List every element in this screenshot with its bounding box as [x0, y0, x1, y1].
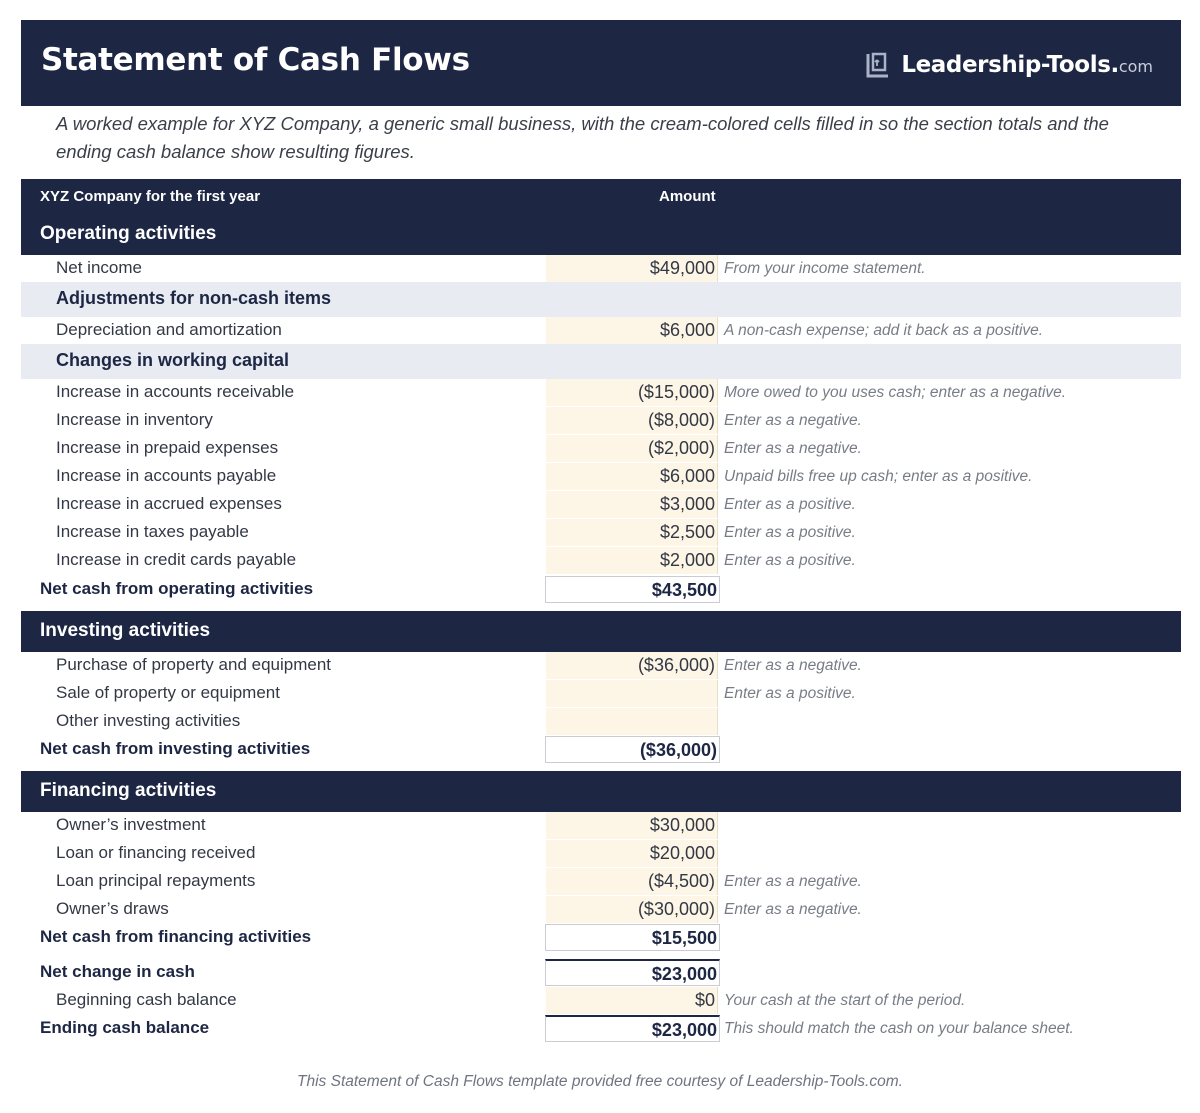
row-note: Your cash at the start of the period. — [724, 992, 966, 1009]
table-row — [21, 519, 1181, 547]
ending-balance-value: $23,000 — [545, 1015, 720, 1042]
table-row — [21, 407, 1181, 435]
financing-header-band — [21, 771, 1181, 812]
table-row — [21, 317, 1181, 345]
company-column-header: XYZ Company for the first year — [40, 188, 261, 205]
table-row — [21, 708, 1181, 736]
row-label: Increase in prepaid expenses — [56, 438, 279, 457]
working-capital-subheader — [21, 344, 1181, 379]
amount-input[interactable]: ($8,000) — [546, 407, 718, 434]
table-row — [21, 652, 1181, 680]
brand-name: Leadership-Tools.com — [901, 52, 1153, 78]
total-label: Net cash from investing activities — [40, 739, 311, 758]
row-label: Increase in credit cards payable — [56, 550, 297, 569]
investing-header-band — [21, 611, 1181, 652]
total-row — [21, 735, 1181, 765]
amount-input[interactable] — [546, 708, 718, 735]
total-row — [21, 575, 1181, 605]
amount-input[interactable]: ($2,000) — [546, 435, 718, 462]
amount-input[interactable] — [546, 680, 718, 707]
amount-column-header: Amount — [659, 188, 716, 205]
row-note: Enter as a negative. — [724, 873, 862, 890]
row-label: Purchase of property and equipment — [56, 655, 332, 674]
net-change-row — [21, 958, 1181, 988]
amount-input[interactable]: ($15,000) — [546, 379, 718, 406]
amount-input[interactable]: ($4,500) — [546, 868, 718, 895]
row-label: Sale of property or equipment — [56, 683, 280, 702]
amount-input[interactable]: $3,000 — [546, 491, 718, 518]
row-label: Owner’s investment — [56, 815, 206, 834]
row-note: Enter as a positive. — [724, 552, 856, 569]
row-label: Owner’s draws — [56, 899, 169, 918]
intro-text: A worked example for XYZ Company, a generic small business, with the cream-colored cells filled in so the section totals and the ending cash balance show resulting figures. — [56, 113, 1109, 162]
row-label: Beginning cash balance — [56, 990, 237, 1009]
total-label: Net cash from operating activities — [40, 579, 314, 598]
operating-header-band — [21, 179, 1181, 255]
row-note: Enter as a negative. — [724, 440, 862, 457]
subsection-title: Changes in working capital — [56, 350, 290, 370]
table-row — [21, 680, 1181, 708]
table-row — [21, 812, 1181, 840]
row-note: Unpaid bills free up cash; enter as a positive. — [724, 468, 1033, 485]
row-note: Enter as a positive. — [724, 524, 856, 541]
row-label: Increase in accounts receivable — [56, 382, 295, 401]
amount-input[interactable]: $49,000 — [546, 255, 718, 282]
row-label: Increase in taxes payable — [56, 522, 249, 541]
table-row — [21, 840, 1181, 868]
amount-input[interactable]: ($30,000) — [546, 896, 718, 923]
subsection-title: Adjustments for non-cash items — [56, 288, 332, 308]
adjustments-subheader — [21, 282, 1181, 317]
row-label: Loan or financing received — [56, 843, 256, 862]
investing-total-value: ($36,000) — [545, 736, 720, 763]
total-label: Ending cash balance — [40, 1018, 210, 1037]
table-row — [21, 435, 1181, 463]
row-note: A non-cash expense; add it back as a positive. — [724, 322, 1044, 339]
brand-logo[interactable] — [865, 50, 1153, 80]
row-label: Net income — [56, 258, 142, 277]
row-label: Loan principal repayments — [56, 871, 256, 890]
table-row — [21, 379, 1181, 407]
row-note: Enter as a negative. — [724, 657, 862, 674]
table-row — [21, 255, 1181, 283]
total-label: Net cash from financing activities — [40, 927, 312, 946]
operating-total-value: $43,500 — [545, 576, 720, 603]
amount-input[interactable]: $6,000 — [546, 463, 718, 490]
table-row — [21, 896, 1181, 924]
total-row — [21, 923, 1181, 953]
amount-input[interactable]: $0 — [546, 987, 718, 1014]
row-label: Increase in accrued expenses — [56, 494, 282, 513]
operating-section-title: Operating activities — [40, 223, 217, 244]
amount-input[interactable]: $2,000 — [546, 547, 718, 574]
row-label: Other investing activities — [56, 711, 241, 730]
table-row — [21, 491, 1181, 519]
ending-balance-row — [21, 1014, 1181, 1044]
row-note: Enter as a negative. — [724, 901, 862, 918]
row-label: Depreciation and amortization — [56, 320, 282, 339]
row-note: Enter as a positive. — [724, 496, 856, 513]
table-row — [21, 547, 1181, 575]
row-note: From your income statement. — [724, 260, 926, 277]
page-header — [21, 20, 1181, 106]
logo-icon — [865, 51, 891, 79]
net-change-value: $23,000 — [545, 959, 720, 986]
row-label: Increase in accounts payable — [56, 466, 277, 485]
table-row — [21, 987, 1181, 1015]
page-title: Statement of Cash Flows — [41, 42, 470, 78]
amount-input[interactable]: $30,000 — [546, 812, 718, 839]
financing-section-title: Financing activities — [40, 780, 217, 801]
amount-input[interactable]: $2,500 — [546, 519, 718, 546]
financing-total-value: $15,500 — [545, 924, 720, 951]
row-note: This should match the cash on your balance sheet. — [724, 1020, 1074, 1037]
row-note: Enter as a negative. — [724, 412, 862, 429]
table-row — [21, 463, 1181, 491]
row-note: More owed to you uses cash; enter as a negative. — [724, 384, 1067, 401]
investing-section-title: Investing activities — [40, 620, 211, 641]
row-note: Enter as a positive. — [724, 685, 856, 702]
footer-credit: This Statement of Cash Flows template provided free courtesy of Leadership-Tools.com. — [297, 1073, 903, 1090]
row-label: Increase in inventory — [56, 410, 213, 429]
table-row — [21, 868, 1181, 896]
total-label: Net change in cash — [40, 962, 195, 981]
amount-input[interactable]: ($36,000) — [546, 652, 718, 679]
amount-input[interactable]: $20,000 — [546, 840, 718, 867]
amount-input[interactable]: $6,000 — [546, 317, 718, 344]
